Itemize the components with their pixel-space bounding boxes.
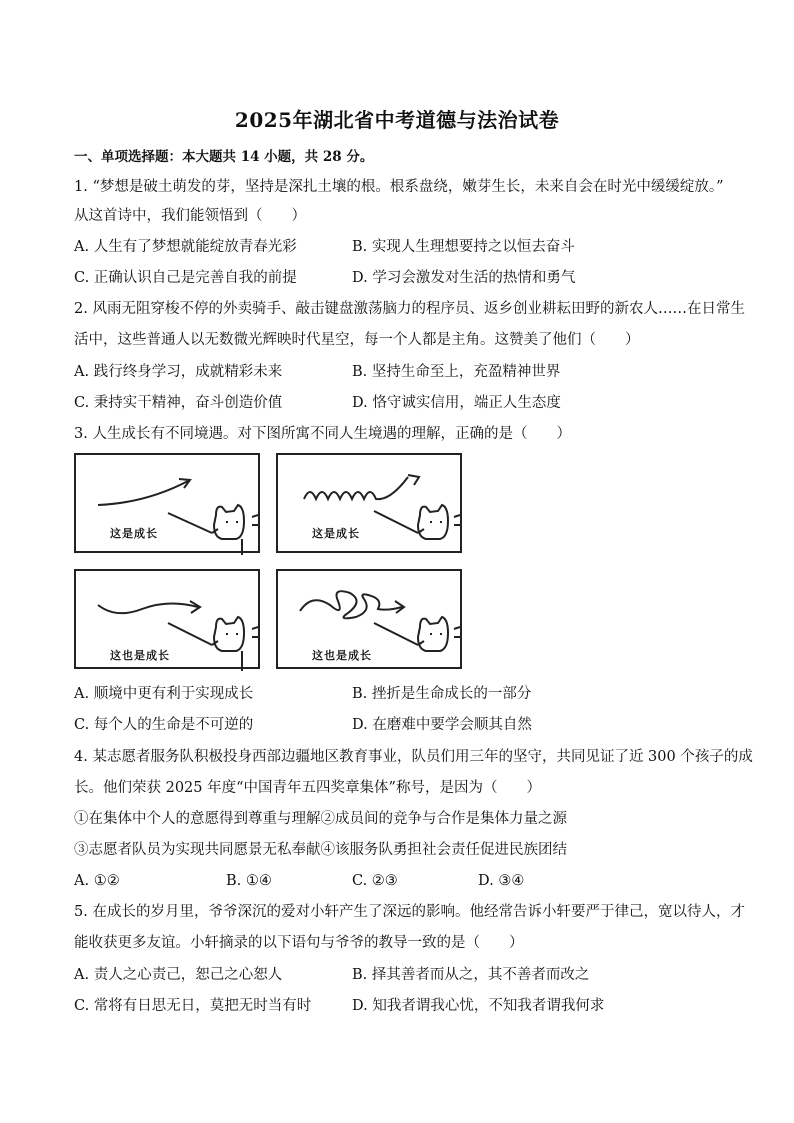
comic-panel-1 [74,453,260,553]
comic-panel-2-drawing [278,455,464,555]
q5-option-a[interactable]: A. 责人之心责己，恕己之心恕人 [74,967,283,983]
q2-option-c[interactable]: C. 秉持实干精神，奋斗创造价值 [74,395,283,411]
q4-option-c[interactable]: C. ②③ [352,873,398,889]
q5-stem-line-1: 5. 在成长的岁月里，爷爷深沉的爱对小轩产生了深远的影响。他经常告诉小轩要严于律己，宽以待人，才 [74,904,745,920]
exam-title: 2025年湖北省中考道德与法治试卷 [234,108,560,132]
comic-panel-2-caption: 这是成长 [312,527,360,540]
q5-option-c[interactable]: C. 常将有日思无日，莫把无时当有时 [74,998,312,1014]
q2-option-d[interactable]: D. 恪守诚实信用，端正人生态度 [352,395,561,411]
q4-statement-line-1: ①在集体中个人的意愿得到尊重与理解②成员间的竞争与合作是集体力量之源 [74,811,567,827]
q2-stem-line-2: 活中，这些普通人以无数微光辉映时代星空，每一个人都是主角。这赞美了他们（ ） [74,332,640,348]
comic-panel-3 [74,569,260,669]
q2-option-a[interactable]: A. 践行终身学习，成就精彩未来 [74,364,283,380]
q5-stem-line-2: 能收获更多友谊。小轩摘录的以下语句与爷爷的教导一致的是（ ） [74,935,524,951]
comic-panel-4 [276,569,462,669]
q1-option-a[interactable]: A. 人生有了梦想就能绽放青春光彩 [74,239,297,255]
comic-panel-1-caption: 这是成长 [110,527,158,540]
q4-stem-line-2: 长。他们荣获 2025 年度“中国青年五四奖章集体”称号，是因为（ ） [74,780,541,796]
q3-option-d[interactable]: D. 在磨难中要学会顺其自然 [352,717,532,733]
q3-option-c[interactable]: C. 每个人的生命是不可逆的 [74,717,254,733]
comic-panel-1-drawing [76,455,262,555]
q1-stem-line-1: 1. “梦想是破土萌发的芽，坚持是深扎土壤的根。根系盘绕，嫩芽生长，未来自会在时光中缓缓绽放。” [74,179,724,195]
q3-stem-line-1: 3. 人生成长有不同境遇。对下图所寓不同人生境遇的理解，正确的是（ ） [74,426,571,442]
q4-option-b[interactable]: B. ①④ [226,873,272,889]
q5-option-b[interactable]: B. 择其善者而从之，其不善者而改之 [352,967,590,983]
comic-panel-3-caption: 这也是成长 [110,649,170,662]
q1-option-c[interactable]: C. 正确认识自己是完善自我的前提 [74,270,297,286]
q4-stem-line-1: 4. 某志愿者服务队积极投身西部边疆地区教育事业，队员们用三年的坚守，共同见证了近 300 个孩子的成 [74,749,753,765]
q3-option-a[interactable]: A. 顺境中更有利于实现成长 [74,686,254,702]
q4-option-d[interactable]: D. ③④ [478,873,525,889]
q1-stem-line-2: 从这首诗中，我们能领悟到（ ） [74,208,306,224]
q3-option-b[interactable]: B. 挫折是生命成长的一部分 [352,686,532,702]
comic-panel-2 [276,453,462,553]
q2-option-b[interactable]: B. 坚持生命至上，充盈精神世界 [352,364,561,380]
section-heading: 一、单项选择题：本大题共 14 小题，共 28 分。 [74,149,374,165]
q2-stem-line-1: 2. 风雨无阻穿梭不停的外卖骑手、敲击键盘激荡脑力的程序员、返乡创业耕耘田野的新农人……在日常生 [74,301,745,317]
q4-option-a[interactable]: A. ①② [74,873,120,889]
q1-option-b[interactable]: B. 实现人生理想要持之以恒去奋斗 [352,239,575,255]
q4-statement-line-2: ③志愿者队员为实现共同愿景无私奉献④该服务队勇担社会责任促进民族团结 [74,842,567,858]
q5-option-d[interactable]: D. 知我者谓我心忧，不知我者谓我何求 [352,998,605,1014]
q1-option-d[interactable]: D. 学习会激发对生活的热情和勇气 [352,270,576,286]
comic-panel-4-caption: 这也是成长 [312,649,372,662]
